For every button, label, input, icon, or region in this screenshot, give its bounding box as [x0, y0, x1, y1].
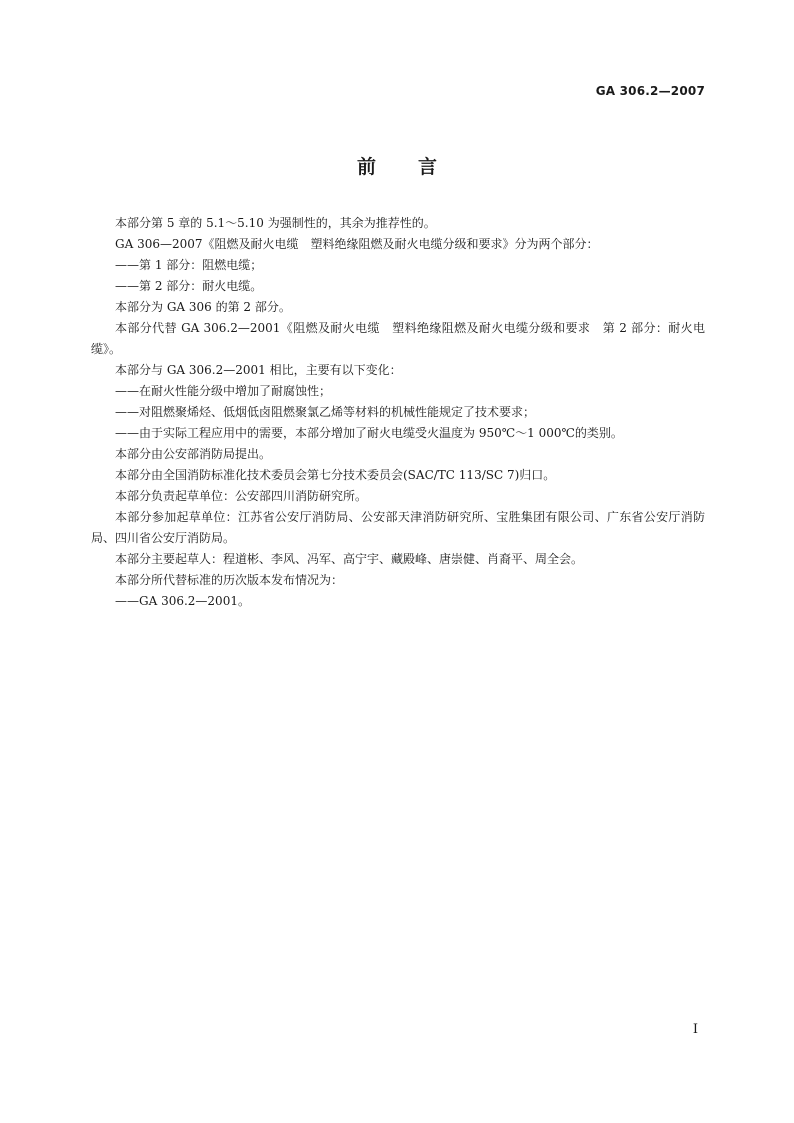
list-item: ——GA 306.2—2001。 [115, 594, 250, 608]
paragraph: 本部分由全国消防标准化技术委员会第七分技术委员会(SAC/TC 113/SC 7)归口。 [115, 468, 556, 482]
list-item: ——对阻燃聚烯烃、低烟低卤阻燃聚氯乙烯等材料的机械性能规定了技术要求； [115, 405, 536, 419]
paragraph: 本部分主要起草人：程道彬、李风、冯军、高宁宇、藏殿峰、唐崇健、肖裔平、周全会。 [115, 552, 584, 566]
paragraph: 本部分负责起草单位：公安部四川消防研究所。 [115, 489, 368, 503]
paragraph: 本部分参加起草单位：江苏省公安厅消防局、公安部天津消防研究所、宝胜集团有限公司、广东省公安厅消防局、四川省公安厅消防局。 [91, 510, 705, 545]
page-title: 前言 [356, 156, 479, 178]
page-number: I [692, 1022, 698, 1037]
paragraph: 本部分为 GA 306 的第 2 部分。 [115, 300, 291, 314]
foreword-body [91, 213, 705, 612]
paragraph: 本部分所代替标准的历次版本发布情况为： [115, 573, 344, 587]
list-item: ——第 1 部分：阻燃电缆； [115, 258, 263, 272]
list-item: ——由于实际工程应用中的需要，本部分增加了耐火电缆受火温度为 950℃～1 000℃的类别。 [115, 426, 623, 440]
paragraph: 本部分与 GA 306.2—2001 相比，主要有以下变化： [115, 363, 402, 377]
list-item: ——第 2 部分：耐火电缆。 [115, 279, 263, 293]
paragraph: 本部分第 5 章的 5.1～5.10 为强制性的，其余为推荐性的。 [115, 216, 436, 230]
list-item: ——在耐火性能分级中增加了耐腐蚀性； [115, 384, 332, 398]
paragraph: 本部分代替 GA 306.2—2001《阻燃及耐火电缆 塑料绝缘阻燃及耐火电缆分级和要求 第 2 部分：耐火电缆》。 [91, 321, 705, 356]
paragraph: GA 306—2007《阻燃及耐火电缆 塑料绝缘阻燃及耐火电缆分级和要求》分为两个部分： [115, 237, 599, 251]
paragraph: 本部分由公安部消防局提出。 [115, 447, 272, 461]
standard-code: GA 306.2—2007 [595, 84, 705, 98]
